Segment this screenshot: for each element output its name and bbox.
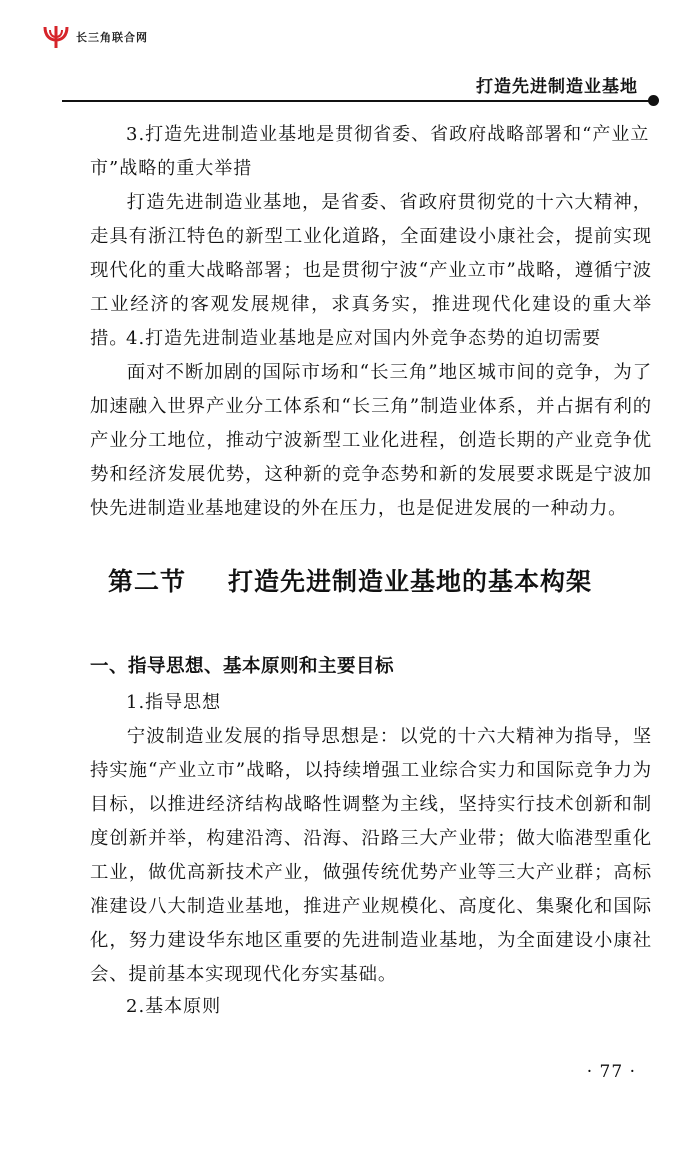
section-title-text: 打造先进制造业基地的基本构架 bbox=[228, 567, 593, 596]
heading-3: 3.打造先进制造业基地是贯彻省委、省政府战略部署和“产业立市”战略的重大举措 bbox=[90, 124, 650, 179]
heading-4: 4.打造先进制造业基地是应对国内外竞争态势的迫切需要 bbox=[126, 328, 602, 349]
subheading-basic-principles: 2.基本原则 bbox=[126, 996, 222, 1017]
logo-icon bbox=[42, 24, 70, 50]
page-number: · 77 · bbox=[586, 1062, 636, 1082]
paragraph-4: 面对不断加剧的国际市场和“长三角”地区城市间的竞争，为了加速融入世界产业分工体系和“长三角”制造业体系，并占据有利的产业分工地位，推动宁波新型工业化进程，创造长期的产业竞争优势和经济发展优势，这种新的竞争态势和新的发展要求既是宁波加快先进制造业基地建设的外在压力，也是促进发展的一种动力。 bbox=[90, 362, 652, 519]
header-rule-dot bbox=[648, 95, 659, 106]
header-rule bbox=[62, 100, 650, 102]
part-heading: 一、指导思想、基本原则和主要目标 bbox=[90, 656, 395, 677]
section-number: 第二节 bbox=[107, 567, 186, 596]
site-logo bbox=[42, 24, 148, 50]
logo-text: 长三角联合网 bbox=[76, 31, 148, 44]
running-title: 打造先进制造业基地 bbox=[476, 77, 638, 97]
section-title bbox=[0, 562, 700, 598]
subheading-guiding-thought: 1.指导思想 bbox=[126, 692, 222, 713]
paragraph-guiding-thought: 宁波制造业发展的指导思想是：以党的十六大精神为指导，坚持实施“产业立市”战略，以持续增强工业综合实力和国际竞争力为目标，以推进经济结构战略性调整为主线，坚持实行技术创新和制度创新并举，构建沿湾、沿海、沿路三大产业带；做大临港型重化工业，做优高新技术产业，做强传统优势产业等三大产业群；高标准建设八大制造业基地，推进产业规模化、高度化、集聚化和国际化，努力建设华东地区重要的先进制造业基地，为全面建设小康社会、提前基本实现现代化夯实基础。 bbox=[90, 726, 652, 985]
paragraph-3: 打造先进制造业基地，是省委、省政府贯彻党的十六大精神，走具有浙江特色的新型工业化道路，全面建设小康社会，提前实现现代化的重大战略部署；也是贯彻宁波“产业立市”战略，遵循宁波工业经济的客观发展规律，求真务实，推进现代化建设的重大举措。 bbox=[90, 192, 652, 349]
